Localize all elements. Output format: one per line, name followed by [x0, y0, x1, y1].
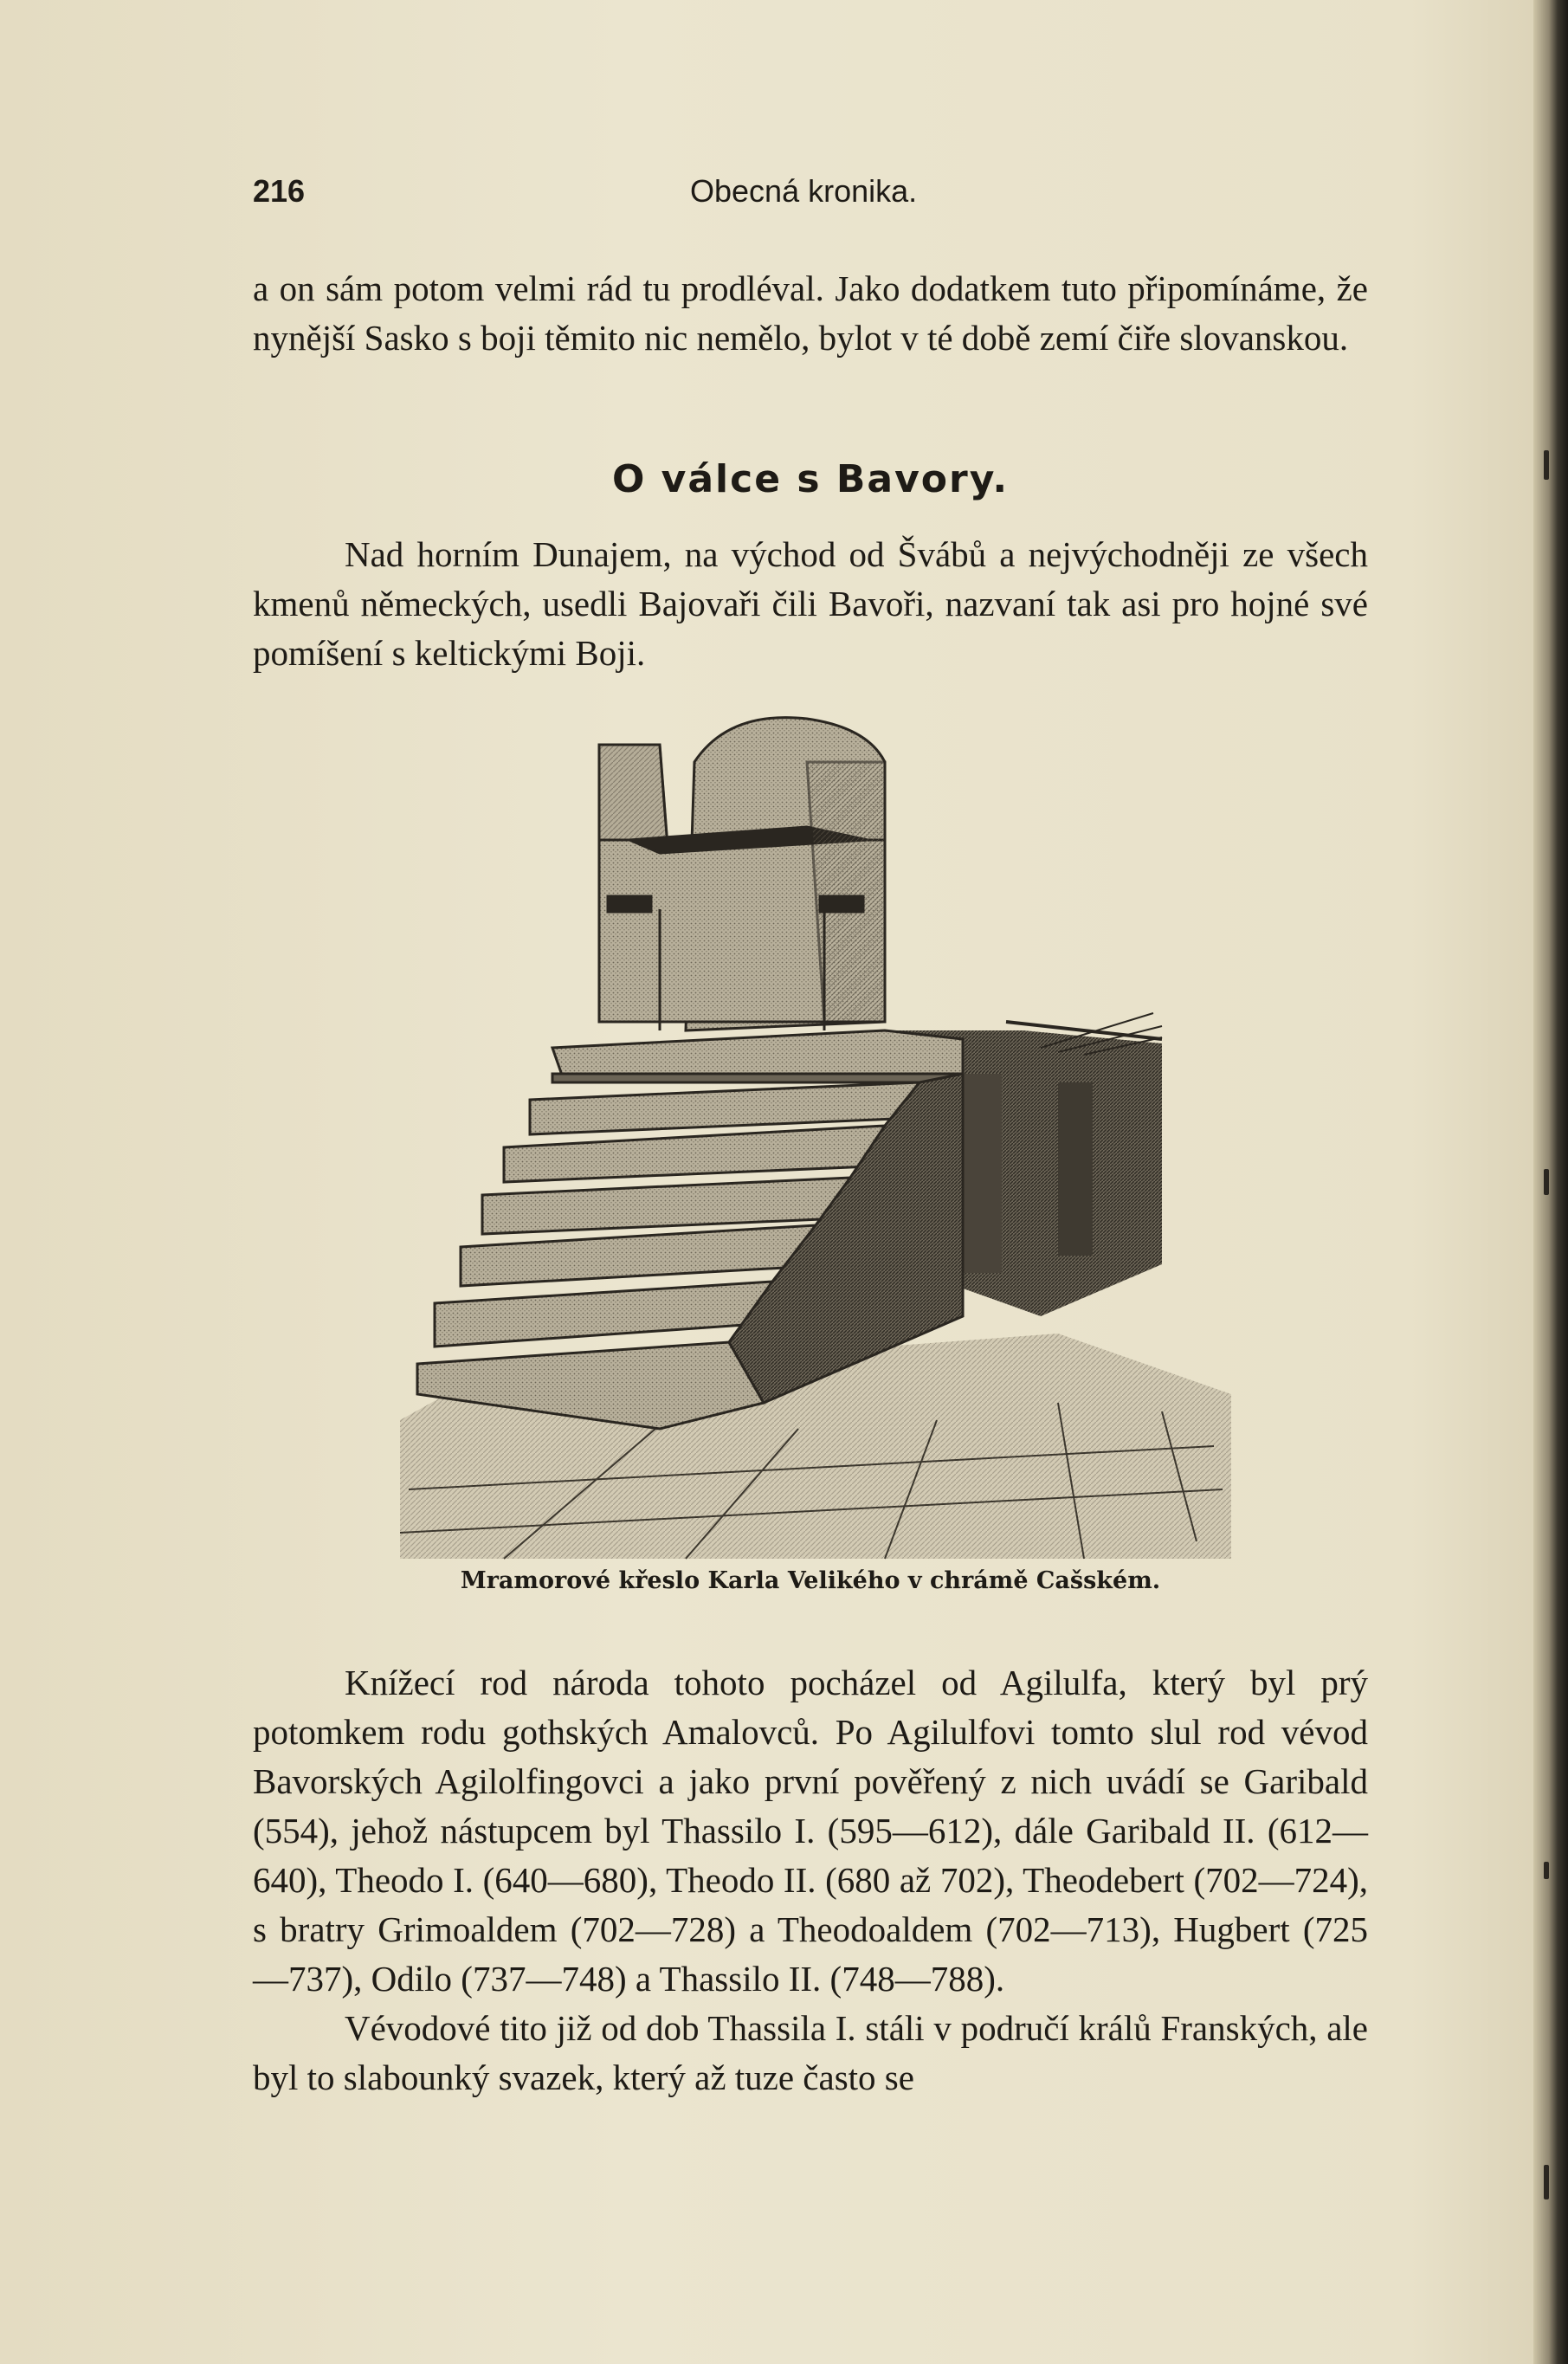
paragraph-text: a on sám potom velmi rád tu prodléval. Jako dodatkem tuto připomínáme, že nynější Sasko s boji těmito nic nemělo, bylot v té době zemí čiře slovanskou. [253, 268, 1368, 358]
paragraph-body [253, 1658, 1368, 2102]
paragraph-continuation [253, 264, 1368, 363]
paragraph-intro [253, 530, 1368, 678]
throne-chair [599, 718, 885, 1030]
paragraph-text: Nad horním Dunajem, na východ od Švábů a nejvýchodněji ze všech kmenů německých, usedli Bajovaři čili Bavoři, nazvaní tak asi pro hojné své pomíšení s keltickými Boji. [253, 534, 1368, 673]
edge-mark [1544, 450, 1549, 480]
paragraph-text: Vévodové tito již od dob Thassila I. stáli v područí králů Franských, ale byl to slabounký svazek, který až tuze často se [253, 2008, 1368, 2097]
paragraph-text: Knížecí rod národa tohoto pocházel od Agilulfa, který byl prý potomkem rodu gothských Amalovců. Po Agilulfovi tomto slul rod vévod Bavorských Agilolfingovci a jako první pověřený z nich uvádí se Garibald (554), jehož nástupcem byl Thassilo I. (595—612), dále Garibald II. (612—640), Theodo I. (640—680), Theodo II. (680 až 702), Theodebert (702—724), s bratry Grimoaldem (702—728) a Theodoaldem (702—713), Hugbert (725—737), Odilo (737—748) a Thassilo II. (748—788). [253, 1663, 1368, 1999]
running-title: Obecná kronika. [690, 173, 918, 209]
edge-mark [1544, 1862, 1549, 1879]
book-spine-edge [1533, 0, 1568, 2364]
figure-caption: Mramorové křeslo Karla Velikého v chrámě Cašském. [460, 1567, 1161, 1594]
edge-mark [1544, 2165, 1549, 2199]
edge-mark [1544, 1169, 1549, 1195]
throne-illustration [400, 710, 1231, 1576]
section-heading: O válce s Bavory. [611, 457, 1010, 501]
running-header [253, 173, 1188, 216]
page-number: 216 [253, 173, 306, 209]
